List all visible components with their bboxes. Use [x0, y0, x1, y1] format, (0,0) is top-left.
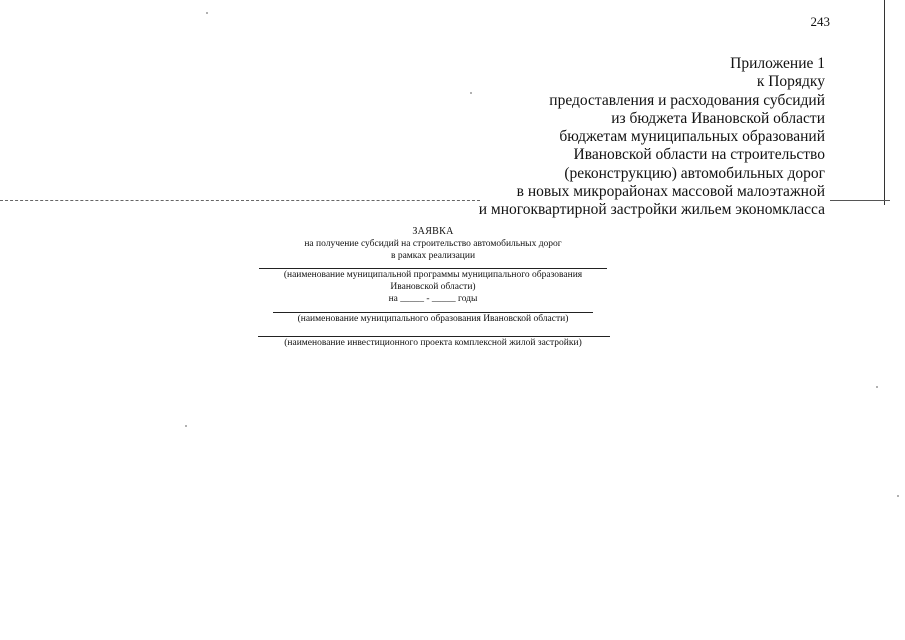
appendix-line: (реконструкцию) автомобильных дорог	[564, 164, 825, 182]
scan-speck	[206, 12, 208, 14]
appendix-line: к Порядку	[756, 73, 825, 91]
program-caption: Ивановской области)	[390, 282, 476, 292]
scan-fold-line-left	[0, 200, 480, 201]
scan-speck	[470, 92, 472, 94]
form-subtitle: в рамках реализации	[390, 251, 476, 261]
years-line: на _____ - _____ годы	[388, 294, 478, 304]
scan-speck	[897, 495, 899, 497]
application-form	[258, 226, 608, 349]
appendix-header	[445, 55, 825, 220]
page-number: 243	[810, 14, 830, 29]
form-title: ЗАЯВКА	[412, 226, 454, 237]
form-subtitle: на получение субсидий на строительство автомобильных дорог	[304, 239, 562, 249]
program-caption: (наименование муниципальной программы муниципального образования	[283, 270, 583, 280]
scan-edge-rule	[884, 0, 885, 205]
scan-speck	[185, 425, 187, 427]
appendix-line: из бюджета Ивановской области	[611, 109, 825, 127]
appendix-line: Приложение 1	[730, 55, 825, 72]
project-caption: (наименование инвестиционного проекта комплексной жилой застройки)	[284, 338, 582, 348]
appendix-line: и многоквартирной застройки жильем экономкласса	[478, 201, 825, 219]
municipality-caption: (наименование муниципального образования Ивановской области)	[297, 314, 569, 324]
appendix-line: в новых микрорайонах массовой малоэтажной	[516, 183, 825, 201]
appendix-line: Ивановской области на строительство	[573, 146, 825, 164]
appendix-line: предоставления и расходования субсидий	[549, 91, 825, 109]
appendix-line: бюджетам муниципальных образований	[559, 128, 825, 146]
scan-fold-line-right	[830, 200, 890, 201]
scan-speck	[876, 386, 878, 388]
